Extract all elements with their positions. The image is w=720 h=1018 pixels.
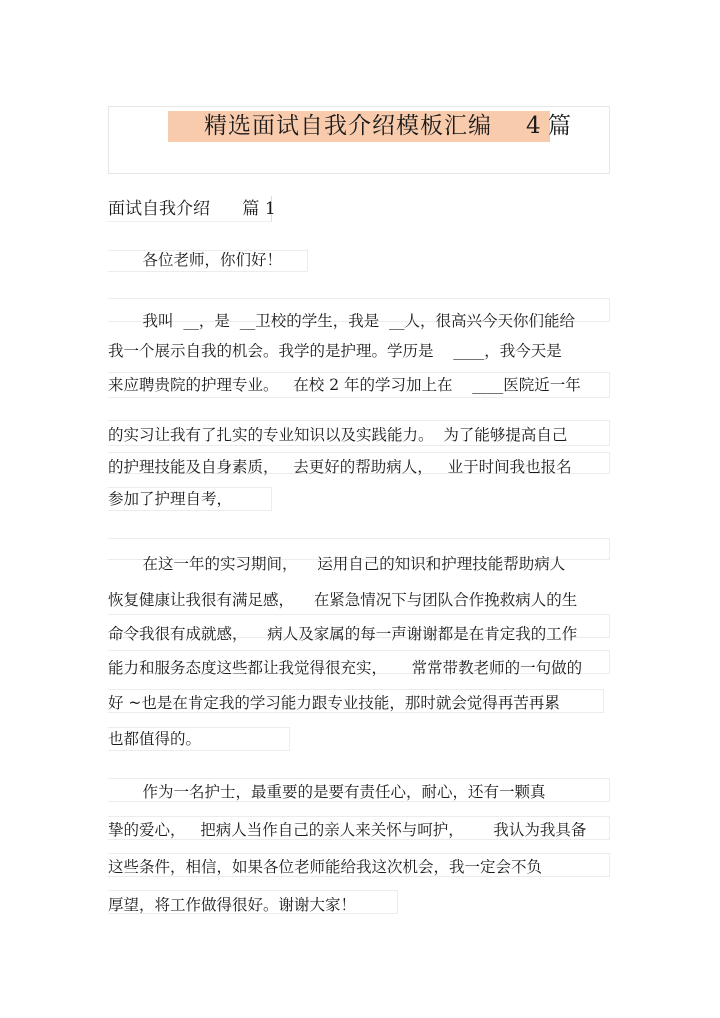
document-title-count: 4 篇 (526, 113, 571, 139)
paragraph-line: 这些条件，相信，如果各位老师能给我这次机会，我一定会不负 (108, 858, 543, 876)
greeting-line: 各位老师，你们好！ (108, 251, 282, 269)
paragraph-line: 在这一年的实习期间， 运用自己的知识和护理技能帮助病人 (108, 555, 566, 573)
paragraph-line: 的护理技能及自身素质， 去更好的帮助病人， 业于时间我也报名 (108, 458, 572, 476)
paragraph-line: 我一个展示自我的机会。我学的是护理。学历是 ____，我今天是 (108, 342, 562, 360)
paragraph-line: 参加了护理自考， (108, 490, 233, 508)
paragraph-line: 来应聘贵院的护理专业。 在校 2 年的学习加上在 ____医院近一年 (108, 376, 581, 394)
paragraph-line: 能力和服务态度这些都让我觉得很充实， 常常带教老师的一句做的 (108, 659, 583, 677)
paragraph-line: 也都值得的。 (108, 730, 202, 748)
paragraph-line: 挚的爱心， 把病人当作自己的亲人来关怀与呵护， 我认为我具备 (108, 821, 587, 839)
section-heading: 面试自我介绍 篇 1 (108, 199, 276, 219)
paragraph-line: 好 ~也是在肯定我的学习能力跟专业技能，那时就会觉得再苦再累 (108, 694, 560, 712)
paragraph-line: 恢复健康让我很有满足感， 在紧急情况下与团队合作挽救病人的生 (108, 591, 578, 609)
paragraph-line: 厚望，将工作做得很好。谢谢大家！ (108, 896, 357, 914)
paragraph-line: 的实习让我有了扎实的专业知识以及实践能力。 为了能够提高自己 (108, 426, 568, 444)
document-title: 精选面试自我介绍模板汇编 (204, 113, 492, 139)
paragraph-line: 作为一名护士，最重要的是要有责任心，耐心，还有一颗真 (108, 783, 546, 801)
paragraph-line: 我叫 __，是 __卫校的学生，我是 __人，很高兴今天你们能给 (108, 312, 576, 330)
paragraph-line: 命令我很有成就感， 病人及家属的每一声谢谢都是在肯定我的工作 (108, 625, 578, 643)
